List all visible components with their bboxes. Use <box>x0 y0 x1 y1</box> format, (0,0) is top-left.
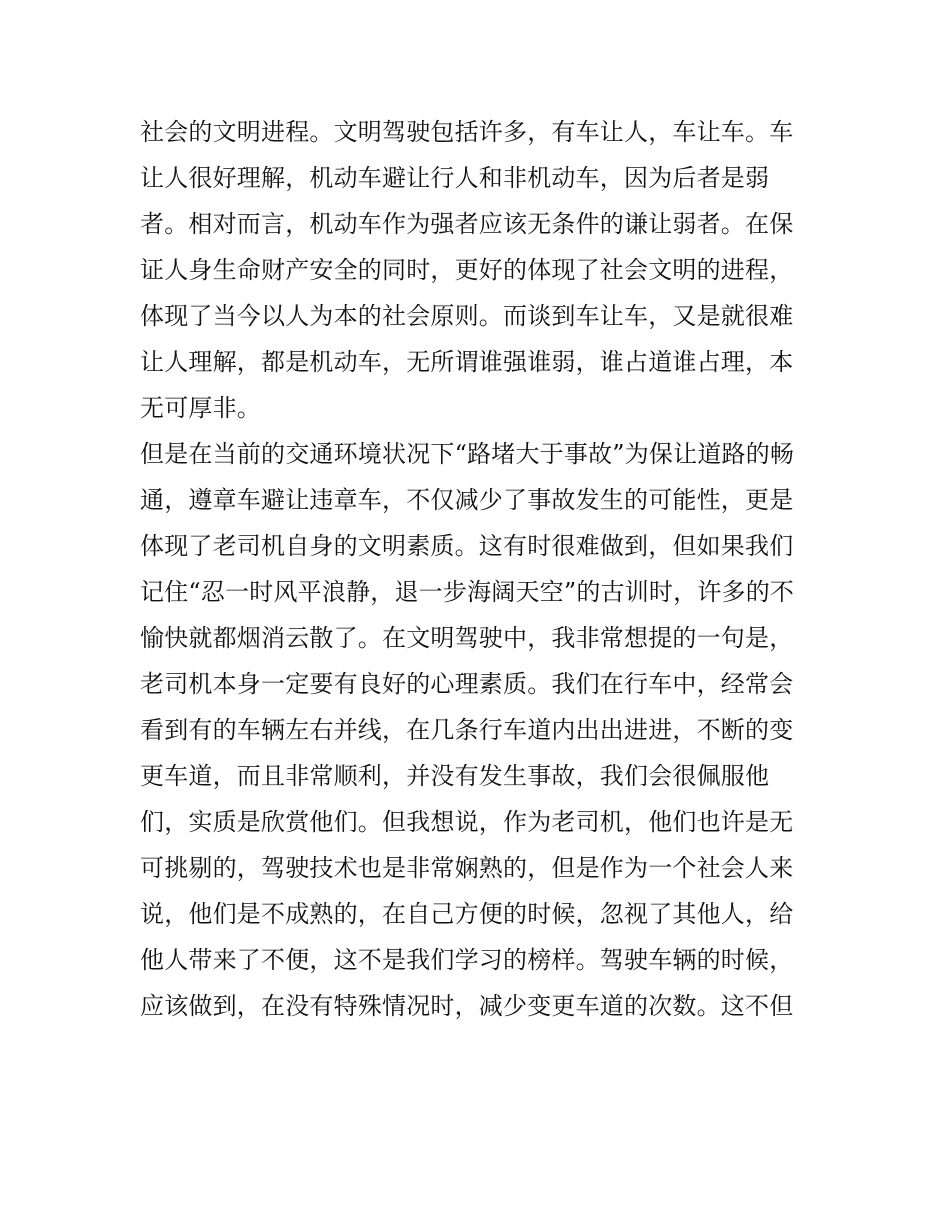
document-body <box>140 109 820 1029</box>
text-line-20: 应该做到，在没有特殊情况时，减少变更车道的次数。这不但 <box>140 992 794 1020</box>
text-line-13: 老司机本身一定要有良好的心理素质。我们在行车中，经常会 <box>140 670 794 698</box>
text-line-15: 更车道，而且非常顺利，并没有发生事故，我们会很佩服他 <box>140 762 770 790</box>
text-line-1: 社会的文明进程。文明驾驶包括许多，有车让人，车让车。车 <box>140 118 794 146</box>
text-line-12: 愉快就都烟消云散了。在文明驾驶中，我非常想提的一句是， <box>140 624 794 652</box>
text-line-19: 他人带来了不便，这不是我们学习的榜样。驾驶车辆的时候， <box>140 946 794 974</box>
text-line-18: 说，他们是不成熟的，在自己方便的时候，忽视了其他人，给 <box>140 900 794 928</box>
text-line-10: 体现了老司机自身的文明素质。这有时很难做到，但如果我们 <box>140 532 794 560</box>
text-line-2: 让人很好理解，机动车避让行人和非机动车，因为后者是弱 <box>140 164 770 192</box>
text-line-16: 们，实质是欣赏他们。但我想说，作为老司机，他们也许是无 <box>140 808 794 836</box>
text-line-3: 者。相对而言，机动车作为强者应该无条件的谦让弱者。在保 <box>140 210 794 238</box>
text-line-7: 无可厚非。 <box>140 394 261 422</box>
text-line-11: 记住“忍一时风平浪静，退一步海阔天空”的古训时，许多的不 <box>140 578 795 606</box>
text-line-8: 但是在当前的交通环境状况下“路堵大于事故”为保让道路的畅 <box>140 440 795 468</box>
text-line-17: 可挑剔的，驾驶技术也是非常娴熟的，但是作为一个社会人来 <box>140 854 794 882</box>
text-line-14: 看到有的车辆左右并线，在几条行车道内出出进进，不断的变 <box>140 716 794 744</box>
text-line-4: 证人身生命财产安全的同时，更好的体现了社会文明的进程， <box>140 256 794 284</box>
text-line-5: 体现了当今以人为本的社会原则。而谈到车让车，又是就很难 <box>140 302 794 330</box>
text-line-6: 让人理解，都是机动车，无所谓谁强谁弱，谁占道谁占理，本 <box>140 348 794 376</box>
text-line-9: 通，遵章车避让违章车，不仅减少了事故发生的可能性，更是 <box>140 486 794 514</box>
